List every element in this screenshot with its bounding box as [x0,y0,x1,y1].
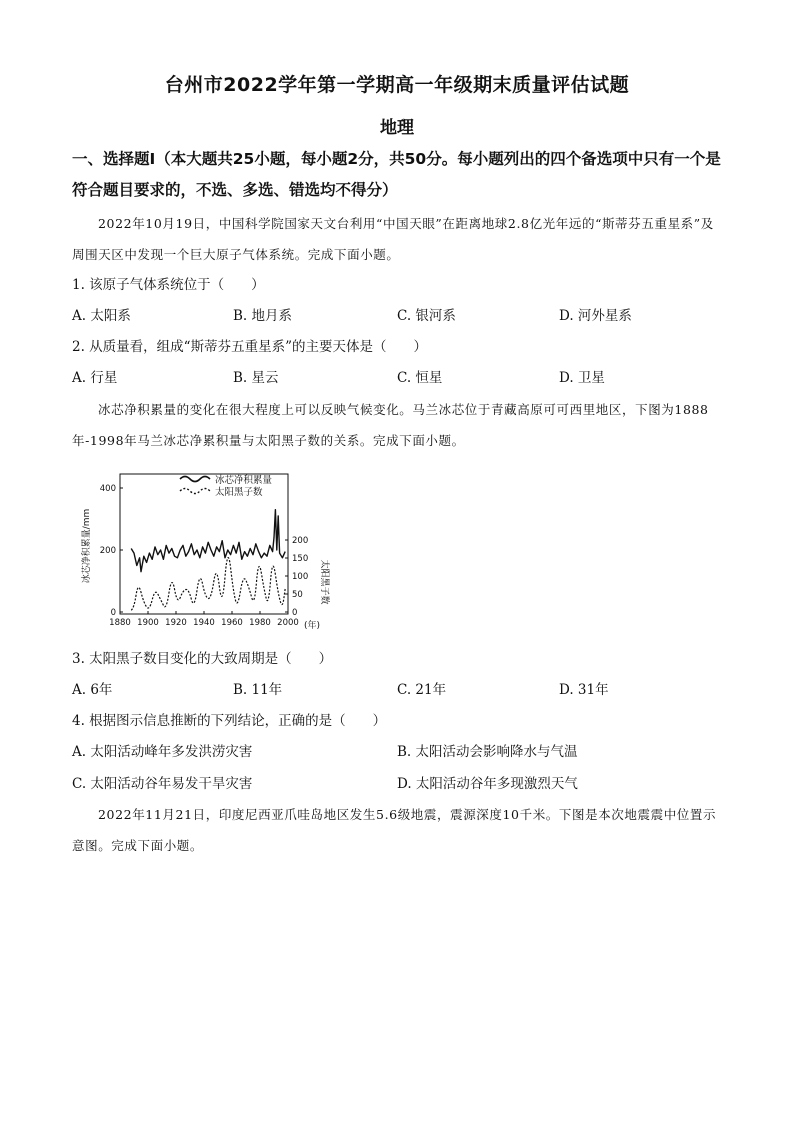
y-right-tick-label: 200 [292,536,309,546]
series-line-icecore [131,510,285,572]
legend-sunspot-label: 太阳黑子数 [215,487,263,498]
legend-icecore-swatch [180,477,210,482]
y-right-tick-label: 100 [292,572,309,582]
question-2-option-d: D. 卫星 [559,370,605,386]
question-2-option-c: C. 恒星 [397,370,443,386]
question-3-option-a: A. 6年 [72,682,113,698]
x-tick-label: 1960 [221,618,243,628]
passage-2: 冰芯净积累量的变化在很大程度上可以反映气候变化。马兰冰芯位于青藏高原可可西里地区，下图为1888年-1998年马兰冰芯净累积量与太阳黑子数的关系。完成下面小题。 [72,402,709,448]
chart-frame [120,474,288,614]
x-axis-unit-label: (年) [304,621,321,631]
subject-title: 地理 [380,118,414,138]
x-tick-label: 1900 [137,618,159,628]
question-1-option-a: A. 太阳系 [72,308,131,324]
x-tick-label: 1980 [249,618,271,628]
question-4-option-a: A. 太阳活动峰年多发洪涝灾害 [72,744,253,760]
question-1-option-c: C. 银河系 [397,308,456,324]
question-3-option-d: D. 31年 [559,682,609,698]
x-tick-label: 2000 [277,618,299,628]
question-1-option-d: D. 河外星系 [559,308,632,324]
question-3-stem: 3. 太阳黑子数目变化的大致周期是（ ） [72,651,333,667]
x-tick-label: 1940 [193,618,215,628]
y-right-axis-label: 太阳黑子数 [319,559,329,605]
question-4-stem: 4. 根据图示信息推断的下列结论，正确的是（ ） [72,713,387,729]
sunspot-icecore-chart [72,462,342,638]
x-tick-label: 1880 [109,618,131,628]
chart-legend [180,474,273,498]
y-left-tick-label: 400 [99,484,116,494]
y-right-tick-label: 150 [292,554,309,564]
question-1-stem: 1. 该原子气体系统位于（ ） [72,277,265,293]
question-2-option-b: B. 星云 [233,370,279,386]
y-right-tick-label: 0 [292,608,298,618]
x-tick-label: 1920 [165,618,187,628]
exam-title: 台州市2022学年第一学期高一年级期末质量评估试题 [164,74,630,96]
question-2-option-a: A. 行星 [72,370,118,386]
question-3-option-b: B. 11年 [233,682,283,698]
legend-sunspot-swatch [180,489,210,494]
section-heading: 一、选择题Ⅰ（本大题共25小题，每小题2分，共50分。每小题列出的四个备选项中只有一个是符合题目要求的，不选、多选、错选均不得分） [72,150,721,199]
question-1-option-b: B. 地月系 [233,308,293,324]
question-3-option-c: C. 21年 [397,682,447,698]
question-4-option-c: C. 太阳活动谷年易发干旱灾害 [72,776,253,792]
legend-icecore-label: 冰芯净积累量 [215,475,273,486]
passage-3: 2022年11月21日，印度尼西亚爪哇岛地区发生5.6级地震，震源深度10千米。下图是本次地震震中位置示意图。完成下面小题。 [72,807,717,853]
question-4-option-b: B. 太阳活动会影响降水与气温 [397,744,578,760]
y-left-axis-label: 冰芯净积累量/mm [82,508,92,584]
y-left-tick-label: 0 [110,608,116,618]
series-line-sunspot [131,558,285,611]
y-right-tick-label: 50 [292,590,303,600]
question-4-option-d: D. 太阳活动谷年多现激烈天气 [397,776,578,792]
passage-1: 2022年10月19日，中国科学院国家天文台利用“中国天眼”在距离地球2.8亿光年远的“斯蒂芬五重星系”及周围天区中发现一个巨大原子气体系统。完成下面小题。 [72,216,714,262]
y-left-tick-label: 200 [99,546,116,556]
question-2-stem: 2. 从质量看，组成“斯蒂芬五重星系”的主要天体是（ ） [72,339,427,355]
